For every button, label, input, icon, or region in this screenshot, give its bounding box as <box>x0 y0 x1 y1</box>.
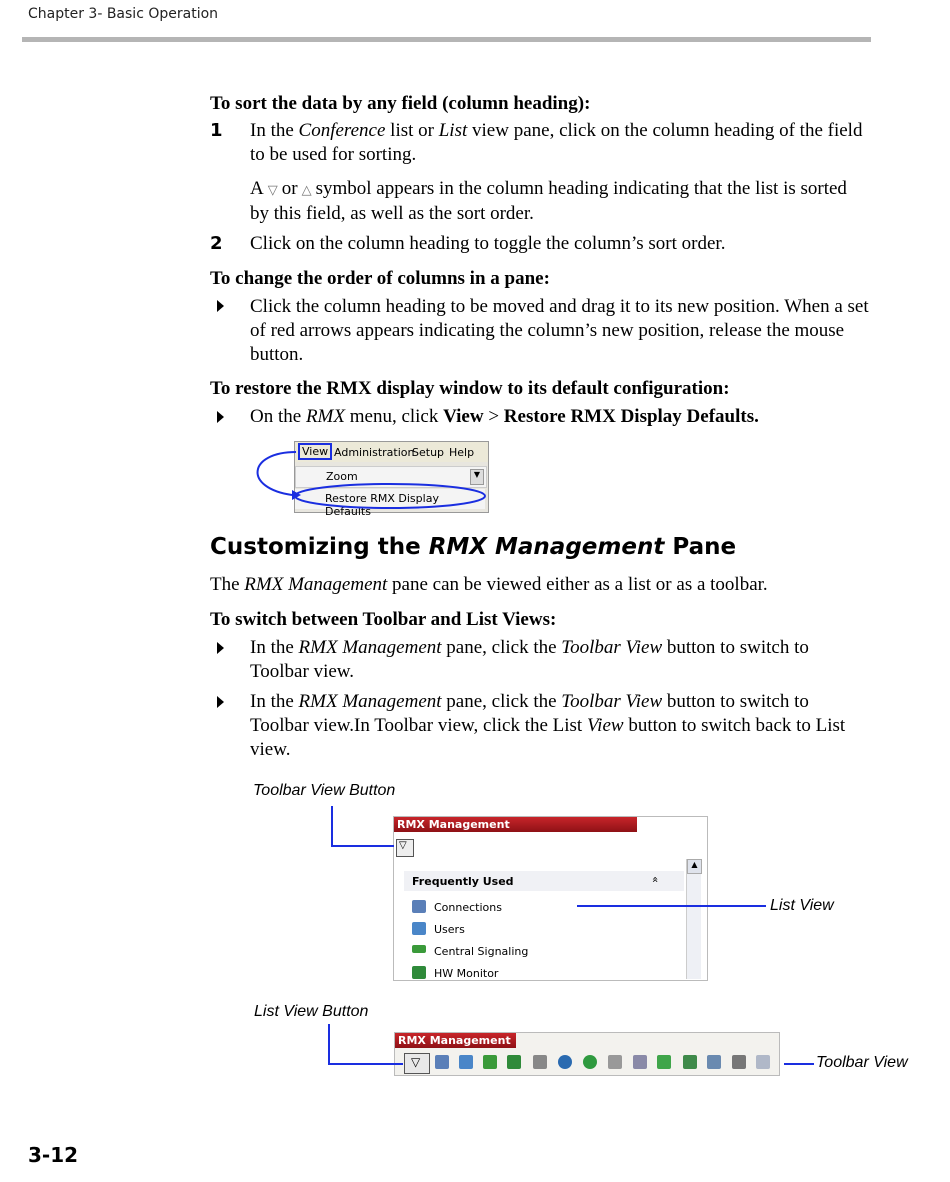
hw-monitor-icon[interactable] <box>507 1055 521 1069</box>
menu-callout-arrows <box>248 440 493 515</box>
users-icon[interactable] <box>459 1055 473 1069</box>
users-icon <box>412 922 426 935</box>
rmx-management-list-pane <box>393 816 708 981</box>
document-icon[interactable] <box>707 1055 721 1069</box>
order-bullet: Click the column heading to be moved and drag it to its new position. When a set of red arrows appears indicating the column’s new position, release the mouse button. <box>250 296 869 365</box>
sip-icon[interactable] <box>683 1055 697 1069</box>
printer-icon[interactable] <box>608 1055 622 1069</box>
menu-setup[interactable]: Setup <box>412 446 445 459</box>
list-item-central-signaling[interactable]: Central Signaling <box>434 945 529 958</box>
toolbar-view-button[interactable] <box>396 839 414 857</box>
menu-item-restore-defaults[interactable]: Restore RMX Display Defaults <box>295 489 485 509</box>
chevron-down-icon: ▽ <box>399 840 407 851</box>
callout-line <box>577 905 766 907</box>
card-icon[interactable] <box>533 1055 547 1069</box>
log-icon[interactable] <box>732 1055 746 1069</box>
callout-line <box>328 1063 403 1065</box>
restore-heading: To restore the RMX display window to its default configuration: <box>210 378 730 399</box>
page-number: 3-12 <box>28 1143 79 1167</box>
connections-icon <box>412 900 426 913</box>
list-item-connections[interactable]: Connections <box>434 901 502 914</box>
chevron-down-icon: ▽ <box>411 1055 421 1069</box>
caption-toolbar-view: Toolbar View <box>816 1054 908 1071</box>
rmx-management-toolbar-pane <box>394 1032 780 1076</box>
step-1-number: 1 <box>210 120 223 141</box>
step-2-number: 2 <box>210 233 223 254</box>
toolbar-titlebar: RMX Management <box>395 1033 516 1048</box>
caption-list-view: List View <box>770 897 834 914</box>
pane-titlebar: RMX Management <box>394 817 637 832</box>
scrollbar[interactable] <box>686 859 701 979</box>
sort-note: A ▽ or △ symbol appears in the column heading indicating that the list is sorted by this field, as well as the sort order. <box>250 178 847 224</box>
chevron-up-icon[interactable]: ▲ <box>687 859 702 874</box>
list-item-users[interactable]: Users <box>434 923 465 936</box>
switch-bullet-1: In the RMX Management pane, click the Toolbar View button to switch to Toolbar view. <box>250 637 809 682</box>
group-header[interactable]: Frequently Used « <box>404 871 684 891</box>
switch-bullet-2: In the RMX Management pane, click the Toolbar View button to switch to Toolbar view.In Toolbar view, click the List View button to switch back to List view. <box>250 691 846 760</box>
chevron-down-icon: ▼ <box>470 469 484 485</box>
callout-line <box>784 1063 814 1065</box>
menu-view[interactable]: View <box>298 443 332 460</box>
caption-toolbar-view-button: Toolbar View Button <box>253 782 396 799</box>
bullet-icon <box>217 300 224 312</box>
caption-list-view-button: List View Button <box>254 1003 369 1020</box>
callout-line <box>331 845 394 847</box>
menu-administration[interactable]: Administration <box>334 446 415 459</box>
step-2-text: Click on the column heading to toggle the column’s sort order. <box>250 233 726 254</box>
connections-icon[interactable] <box>435 1055 449 1069</box>
menu-help[interactable]: Help <box>449 446 475 459</box>
step-1-text: In the Conference list or List view pane, click on the column heading of the field to be used for sorting. <box>250 120 863 165</box>
order-heading: To change the order of columns in a pane: <box>210 268 550 289</box>
list-view-button[interactable] <box>404 1053 430 1074</box>
central-signaling-icon <box>412 945 426 953</box>
collapse-icon[interactable]: « <box>648 876 662 883</box>
callout-line <box>331 806 333 847</box>
globe-icon[interactable] <box>558 1055 572 1069</box>
header-rule <box>22 37 871 42</box>
bullet-icon <box>217 696 224 708</box>
section-title: Customizing the RMX Management Pane <box>210 534 737 560</box>
section-intro: The RMX Management pane can be viewed either as a list or as a toolbar. <box>210 574 768 595</box>
central-signaling-icon[interactable] <box>483 1055 497 1069</box>
ism-icon[interactable] <box>583 1055 597 1069</box>
menu-item-zoom[interactable]: Zoom ▼ <box>295 466 487 488</box>
list-item-hw-monitor[interactable]: HW Monitor <box>434 967 499 980</box>
sort-heading: To sort the data by any field (column heading): <box>210 93 591 114</box>
calendar-icon[interactable] <box>756 1055 770 1069</box>
callout-line <box>328 1024 330 1065</box>
bullet-icon <box>217 642 224 654</box>
gear-icon[interactable] <box>657 1055 671 1069</box>
running-header: Chapter 3- Basic Operation <box>28 6 219 22</box>
switch-heading: To switch between Toolbar and List Views: <box>210 609 557 630</box>
hw-monitor-icon <box>412 966 426 979</box>
sort-descending-icon: ▽ <box>267 182 278 197</box>
restore-bullet: On the RMX menu, click View > Restore RMX Display Defaults. <box>250 406 759 427</box>
sort-ascending-icon: △ <box>301 182 312 197</box>
settings-icon[interactable] <box>633 1055 647 1069</box>
bullet-icon <box>217 411 224 423</box>
